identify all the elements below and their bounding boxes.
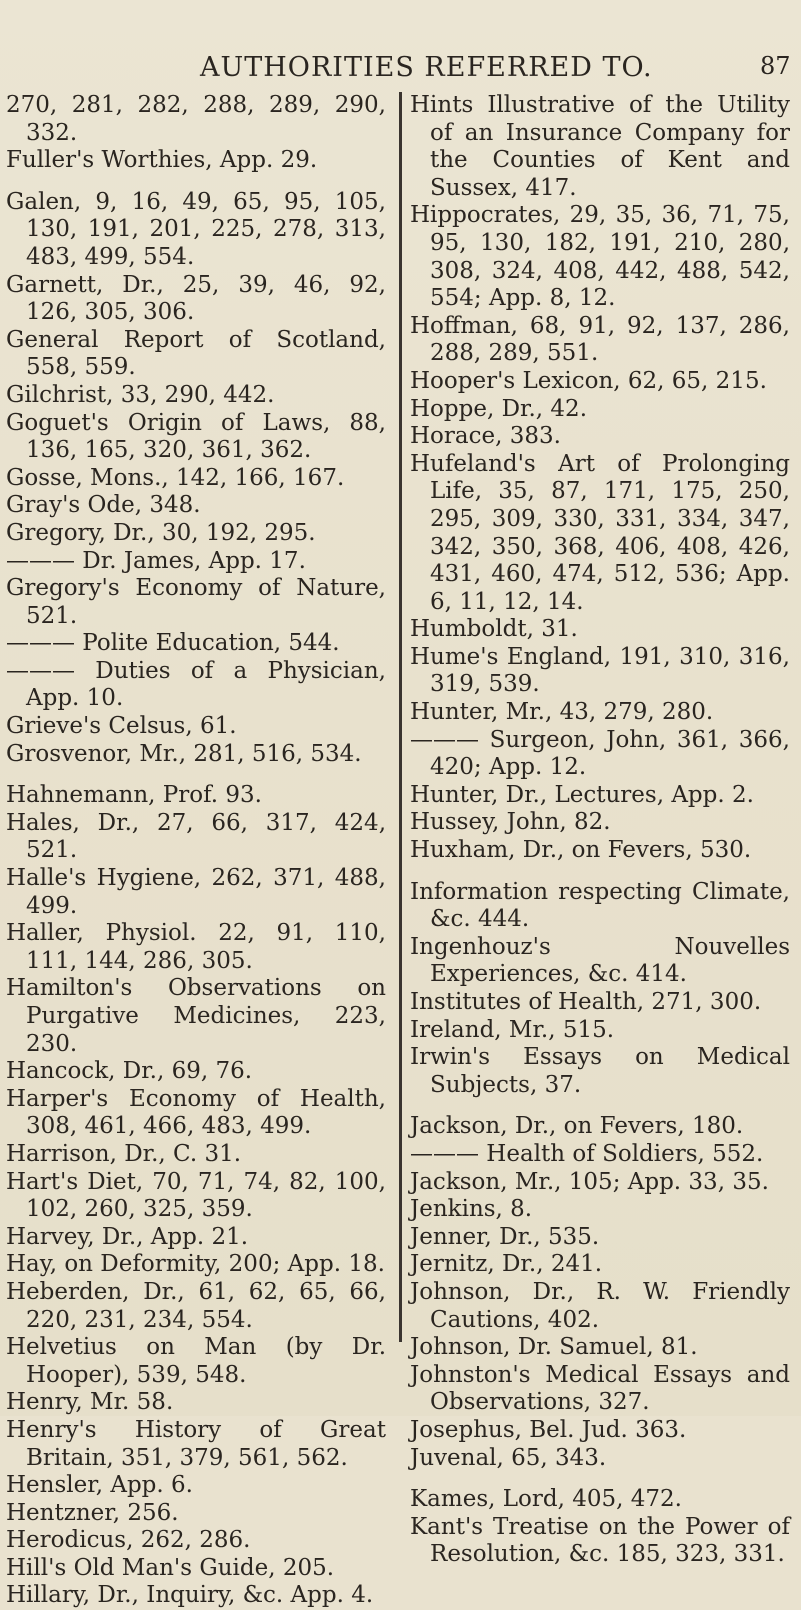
index-entry: Juvenal, 65, 343. [410,1444,607,1471]
index-entry: Josephus, Bel. Jud. 363. [410,1416,687,1443]
index-entry: Kames, Lord, 405, 472. [410,1486,682,1513]
index-entry: Gilchrist, 33, 290, 442. [6,381,275,408]
index-entry: Hensler, App. 6. [6,1472,193,1499]
index-entry: Galen, 9, 16, 49, 65, 95, 105, 130, 191, 201, 225, 278, 313, 483, 499, 554. [6,188,386,270]
index-entry: ——— Surgeon, John, 361, 366, 420; App. 12. [410,726,790,781]
index-entry: Henry's History of Great Britain, 351, 379, 561, 562. [6,1416,386,1471]
index-entry: Haller, Physiol. 22, 91, 110, 111, 144, 286, 305. [6,920,386,974]
index-entry: Humboldt, 31. [410,616,578,643]
index-entry: Jenkins, 8. [410,1196,533,1223]
index-entry: Johnston's Medical Essays and Observations, 327. [410,1361,790,1416]
index-entry: Hillary, Dr., Inquiry, &c. App. 4. [6,1582,374,1609]
page-number: 87 [760,52,791,80]
index-entry: Gray's Ode, 348. [6,492,201,519]
index-entry: Jackson, Mr., 105; App. 33, 35. [410,1168,769,1195]
index-entry: Hay, on Deformity, 200; App. 18. [6,1251,385,1278]
index-entry: Helvetius on Man (by Dr. Hooper), 539, 548. [6,1334,386,1388]
index-entry: Gosse, Mons., 142, 166, 167. [6,464,345,491]
index-entry: Fuller's Worthies, App. 29. [6,147,318,174]
index-entry: Herodicus, 262, 286. [6,1527,251,1554]
index-entry: Hints Illustrative of the Utility of an Insurance Company for the Counties of Kent and Sussex, 417. [410,92,790,201]
index-entry: Hooper's Lexicon, 62, 65, 215. [410,367,767,394]
index-entry: Goguet's Origin of Laws, 88, 136, 165, 320, 361, 362. [6,409,386,464]
index-entry: Horace, 383. [410,423,561,450]
index-entry: Heberden, Dr., 61, 62, 65, 66, 220, 231, 234, 554. [6,1278,386,1333]
index-entry: Huxham, Dr., on Fevers, 530. [410,837,752,864]
index-entry: Kant's Treatise on the Power of Resolution, &c. 185, 323, 331. [410,1513,790,1568]
right-column [410,92,790,1569]
index-entry: Hunter, Mr., 43, 279, 280. [410,699,714,726]
index-entry: Jenner, Dr., 535. [410,1223,600,1250]
index-entry: Hentzner, 256. [6,1499,179,1526]
index-entry: General Report of Scotland, 558, 559. [6,326,386,381]
index-entry: Ireland, Mr., 515. [410,1016,615,1043]
index-entry: Hunter, Dr., Lectures, App. 2. [410,781,754,808]
index-entry: Hahnemann, Prof. 93. [6,782,262,809]
index-entry: ——— Duties of a Physician, App. 10. [6,657,386,712]
index-entry: Johnson, Dr. Samuel, 81. [410,1334,698,1361]
index-entry: Ingenhouz's Nouvelles Experiences, &c. 414. [410,933,790,988]
index-entry: Harper's Economy of Health, 308, 461, 466, 483, 499. [6,1085,386,1140]
index-entry: Harrison, Dr., C. 31. [6,1140,242,1167]
index-entry: Hales, Dr., 27, 66, 317, 424, 521. [6,809,386,864]
index-entry: Hill's Old Man's Guide, 205. [6,1554,335,1581]
index-entry: Gregory, Dr., 30, 192, 295. [6,519,316,546]
index-entry: Garnett, Dr., 25, 39, 46, 92, 126, 305, 306. [6,271,386,326]
index-entry: Grieve's Celsus, 61. [6,713,237,740]
index-entry: Johnson, Dr., R. W. Friendly Cautions, 402. [410,1278,790,1333]
index-entry: Hippocrates, 29, 35, 36, 71, 75, 95, 130, 182, 191, 210, 280, 308, 324, 408, 442, 488, 542, 554; App. 8, 12. [410,202,790,312]
index-entry: Information respecting Climate, &c. 444. [410,878,790,933]
index-entry: Grosvenor, Mr., 281, 516, 534. [6,740,362,767]
index-entry: 270, 281, 282, 288, 289, 290, 332. [6,92,386,146]
index-entry: Jernitz, Dr., 241. [410,1251,603,1278]
index-entry: Hussey, John, 82. [410,809,611,836]
running-header: AUTHORITIES REFERRED TO. [200,52,653,83]
index-entry: Hoppe, Dr., 42. [410,395,588,422]
index-entry: Jackson, Dr., on Fevers, 180. [410,1113,744,1140]
index-entry: Hamilton's Observations on Purgative Medicines, 223, 230. [6,975,386,1057]
index-entry: ——— Health of Soldiers, 552. [410,1140,764,1167]
index-entry: Hancock, Dr., 69, 76. [6,1058,253,1085]
index-entry: Irwin's Essays on Medical Subjects, 37. [410,1044,790,1098]
index-entry: Hufeland's Art of Prolonging Life, 35, 87, 171, 175, 250, 295, 309, 330, 331, 334, 347, 342, 350, 368, 406, 408, 426, 431, 460, 474, 512, 536; App. 6, 11, 12, 14. [410,450,790,615]
index-entry: Hart's Diet, 70, 71, 74, 82, 100, 102, 260, 325, 359. [6,1168,386,1223]
index-entry: Harvey, Dr., App. 21. [6,1223,249,1250]
index-entry: ——— Polite Education, 544. [6,630,340,657]
index-entry: Henry, Mr. 58. [6,1389,174,1416]
left-column [6,92,386,1610]
index-entry: ——— Dr. James, App. 17. [6,547,306,574]
index-entry: Gregory's Economy of Nature, 521. [6,575,386,629]
index-entry: Hume's England, 191, 310, 316, 319, 539. [410,643,790,698]
column-divider [399,92,402,1342]
index-entry: Halle's Hygiene, 262, 371, 488, 499. [6,865,386,919]
index-entry: Institutes of Health, 271, 300. [410,989,762,1015]
index-entry: Hoffman, 68, 91, 92, 137, 286, 288, 289, 551. [410,312,790,367]
